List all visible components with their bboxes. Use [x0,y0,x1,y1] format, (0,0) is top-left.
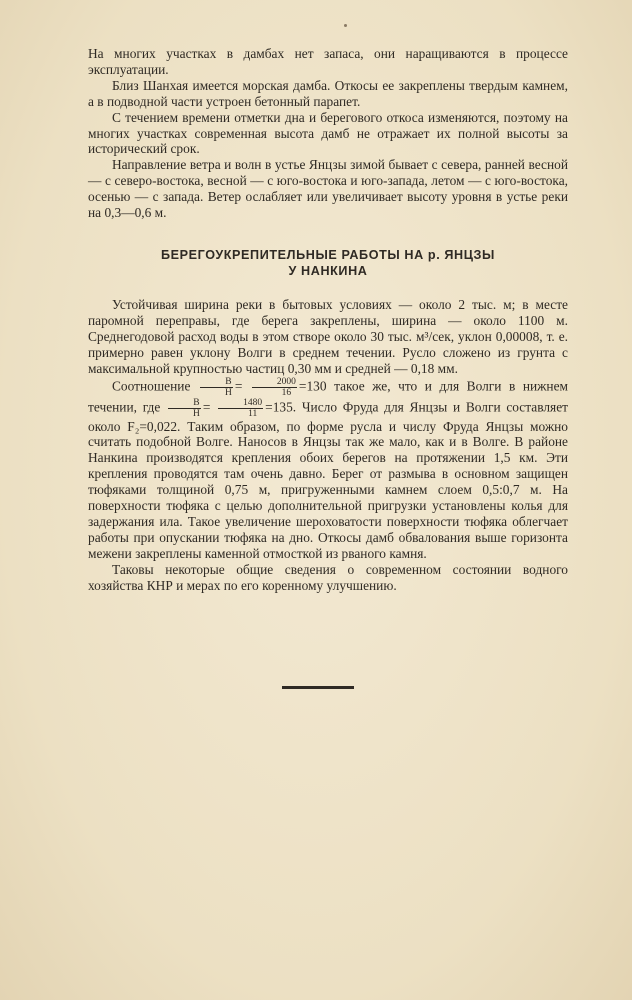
equals-sign: = [202,399,211,415]
fraction-2000-over-16 [252,377,297,398]
fraction-b-over-h-1 [200,377,233,398]
section-heading [88,247,568,279]
fraction-numerator: 2000 [252,377,297,388]
ratio-prefix: Соотношение [112,378,191,394]
section-heading-line-1: БЕРЕГОУКРЕПИТЕЛЬНЫЕ РАБОТЫ НА р. ЯНЦЗЫ [161,247,495,262]
page-text-body [88,46,568,593]
fraction-1480-over-11 [218,398,263,419]
paragraph-bank-changes: С течением времени отметки дна и берегового откоса изменяются, поэтому на многих участках современная высота дамб не отражает их полной высоты за исторический срок. [88,109,568,157]
section-heading-line-2: У НАНКИНА [288,263,368,278]
fraction-numerator: 1480 [218,398,263,409]
paragraph-conclusion: Таковы некоторые общие сведения о современном состоянии водного хозяйства КНР и мерах по его коренному улучшению. [88,561,568,593]
paragraph-ratio [88,377,568,562]
fraction-denominator: H [224,387,232,398]
end-divider-rule [282,686,354,689]
paragraph-wind-direction: Направление ветра и волн в устье Янцзы зимой бывает с севера, ранней весной — с северо-востока, весной — с юго-востока и юго-запада, летом — с юго-востока, осенью — с запада. Ветер ослабляет или увеличивает высоту уровня в устье реки на 0,3—0,6 м. [88,157,568,221]
equals-sign: = [234,378,243,394]
paper-speck [344,24,347,27]
fraction-numerator: B [168,398,201,409]
fraction-denominator: 16 [281,387,292,398]
fraction-b-over-h-2 [168,398,201,419]
fraction-denominator: H [193,408,200,419]
paragraph-shanghai-dam: Близ Шанхая имеется морская дамба. Откосы ее закреплены твердым камнем, а в подводной части устроен бетонный парапет. [88,77,568,109]
paragraph-continued: На многих участках в дамбах нет запаса, они наращиваются в процессе эксплуатации. [88,46,568,77]
fraction-denominator: 11 [248,408,258,419]
ratio-result-2: =135. Число Фруда для Янцзы и Волги составляет около F₂=0,022. Таким образом, по форме русла и числу Фруда Янцзы можно считать подобной Волге. Наносов в Янцзы так же мало, как и в Волге. В районе Нанкина производятся крепления обоих берегов на протяжении 1,5 км. Эти крепления проводятся там очень давно. Берег от размыва в основном защищен тюфяками толщиной 0,75 м, пригруженными камнем слоем 0,5:0,7 м. На поверхности тюфяка с целью дополнительной пригрузки установлены колья для задержания ила. Такое увеличение шероховатости поверхности тюфяка облегчает работы при опускании тюфяка на дно. Откосы дамб обвалования выше горизонта межени закреплены каменной отмосткой из рваного камня. [88,399,568,561]
fraction-numerator: B [200,377,233,388]
paragraph-river-width: Устойчивая ширина реки в бытовых условиях — около 2 тыс. м; в месте паромной переправы, где берега закреплены, ширина — около 1100 м. Среднегодовой расход воды в этом створе около 30 тыс. м³/сек, уклон 0,00008, т. е. примерно равен уклону Волги в среднем течении. Русло сложено из грунта с максимальной крупностью частиц 0,30 мм и средней — 0,18 мм. [88,296,568,376]
ratio-result-1: =130 такое же, что и для Волги в нижнем течении, где [88,378,568,415]
